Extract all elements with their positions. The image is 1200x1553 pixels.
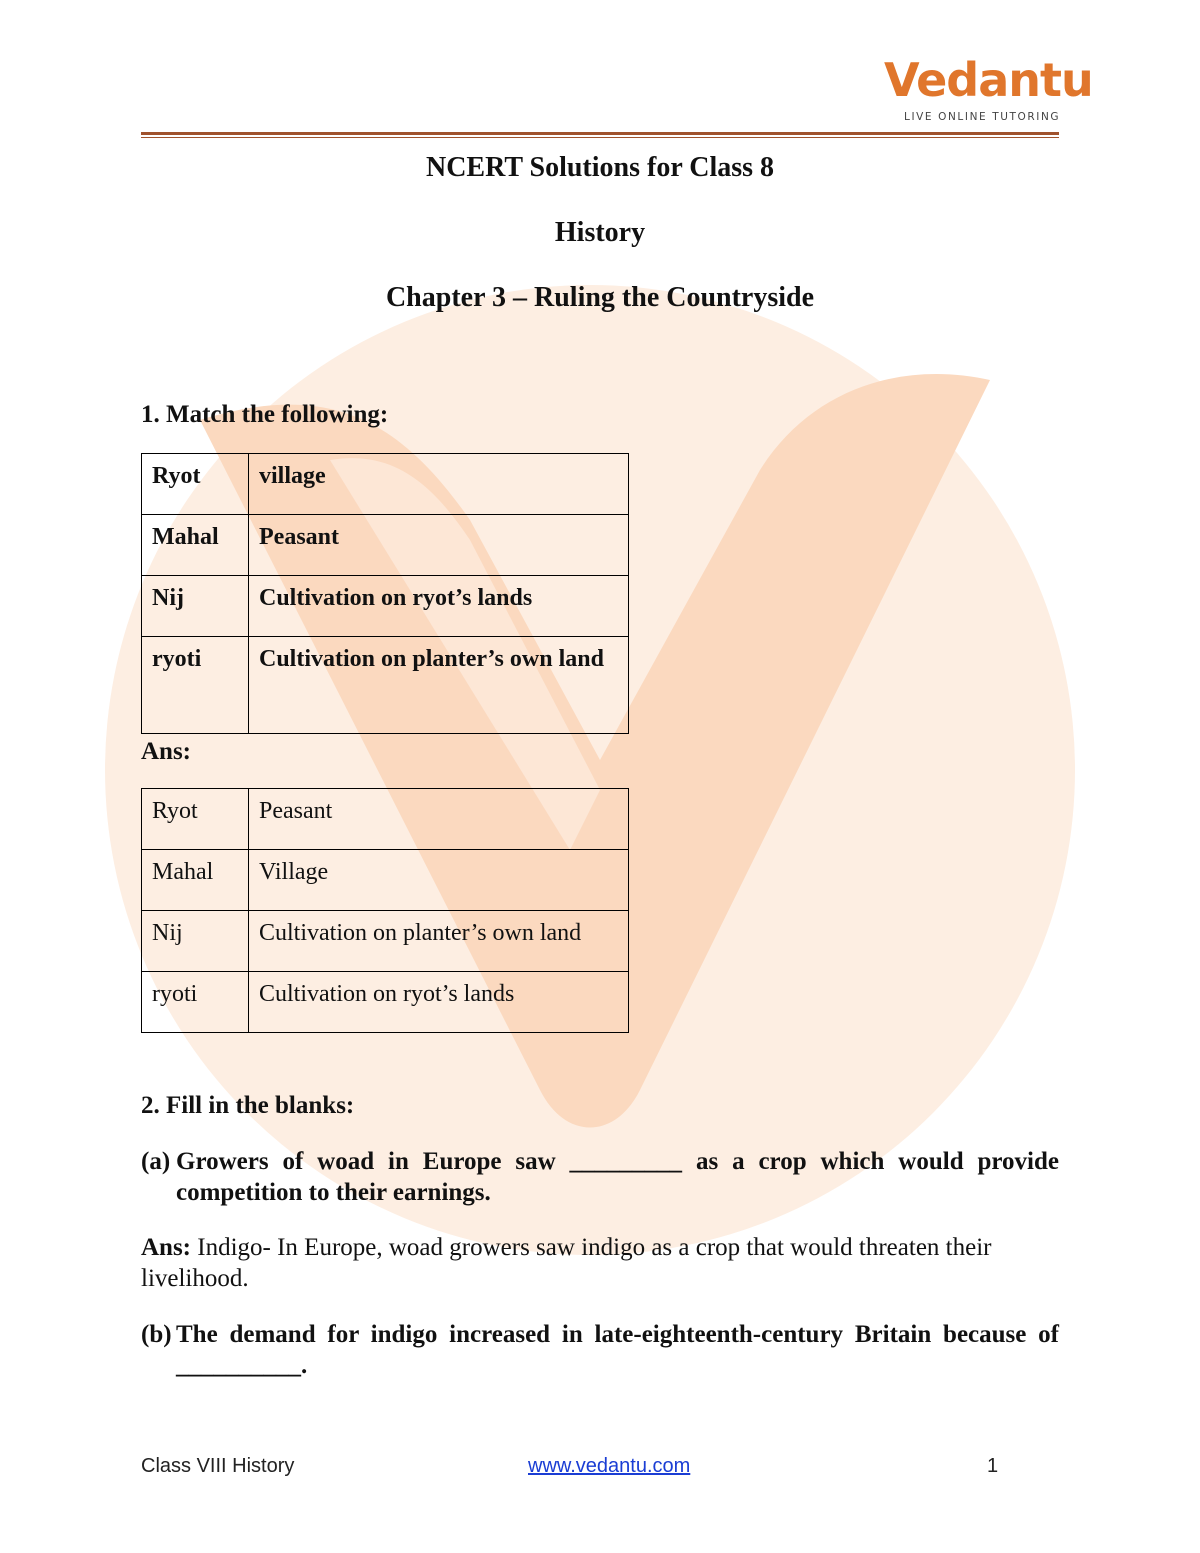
table-cell: Nij [142,911,249,972]
table-cell: Cultivation on ryot’s lands [249,576,629,637]
table-cell: Peasant [249,789,629,850]
logo-tagline: LIVE ONLINE TUTORING [904,111,1061,123]
table-row [142,515,629,576]
q2a-label: (a) [141,1148,171,1175]
table-cell: Peasant [249,515,629,576]
subject-title: History [554,217,646,248]
question-table [141,453,629,734]
logo-wordmark: Vedantu [884,53,1093,107]
q2-heading: 2. Fill in the blanks: [141,1092,355,1119]
footer-website-link[interactable]: www.vedantu.com [528,1455,691,1477]
table-row [142,454,629,515]
chapter-title: Chapter 3 – Ruling the Countryside [385,282,815,313]
q2b-question [141,1319,1059,1381]
header-rule-thin [141,137,1059,138]
table-row [142,789,629,850]
header-rule [141,132,1059,135]
table-cell: Ryot [142,454,249,515]
table-cell: Village [249,850,629,911]
table-cell: Nij [142,576,249,637]
table-cell: Mahal [142,850,249,911]
table-cell: village [249,454,629,515]
table-row [142,576,629,637]
table-row [142,637,629,734]
q2b-text: The demand for indigo increased in late-eighteenth-century Britain because of __________. [176,1321,1059,1379]
table-cell: Cultivation on ryot’s lands [249,972,629,1033]
table-cell: ryoti [142,637,249,734]
table-cell: Cultivation on planter’s own land [249,637,629,734]
answer-table [141,788,629,1033]
table-cell: Ryot [142,789,249,850]
q1-answer-label: Ans: [141,738,192,765]
page-number: 1 [987,1455,999,1477]
vedantu-logo [884,52,1093,128]
table-row [142,911,629,972]
table-cell: Cultivation on planter’s own land [249,911,629,972]
table-cell: Mahal [142,515,249,576]
footer-class-label: Class VIII History [141,1455,295,1477]
table-row [142,972,629,1033]
q2a-answer-text: Indigo- In Europe, woad growers saw indigo as a crop that would threaten their livelihood. [141,1234,992,1292]
doc-title: NCERT Solutions for Class 8 [425,152,775,183]
q1-heading: 1. Match the following: [141,401,389,428]
q2a-answer [141,1232,1059,1294]
q2b-label: (b) [141,1321,172,1348]
table-row [142,850,629,911]
table-cell: ryoti [142,972,249,1033]
q2a-question [141,1146,1059,1208]
q2a-answer-label: Ans: [141,1234,192,1261]
q2a-text: Growers of woad in Europe saw _________ as a crop which would provide competition to their earnings. [176,1148,1059,1206]
